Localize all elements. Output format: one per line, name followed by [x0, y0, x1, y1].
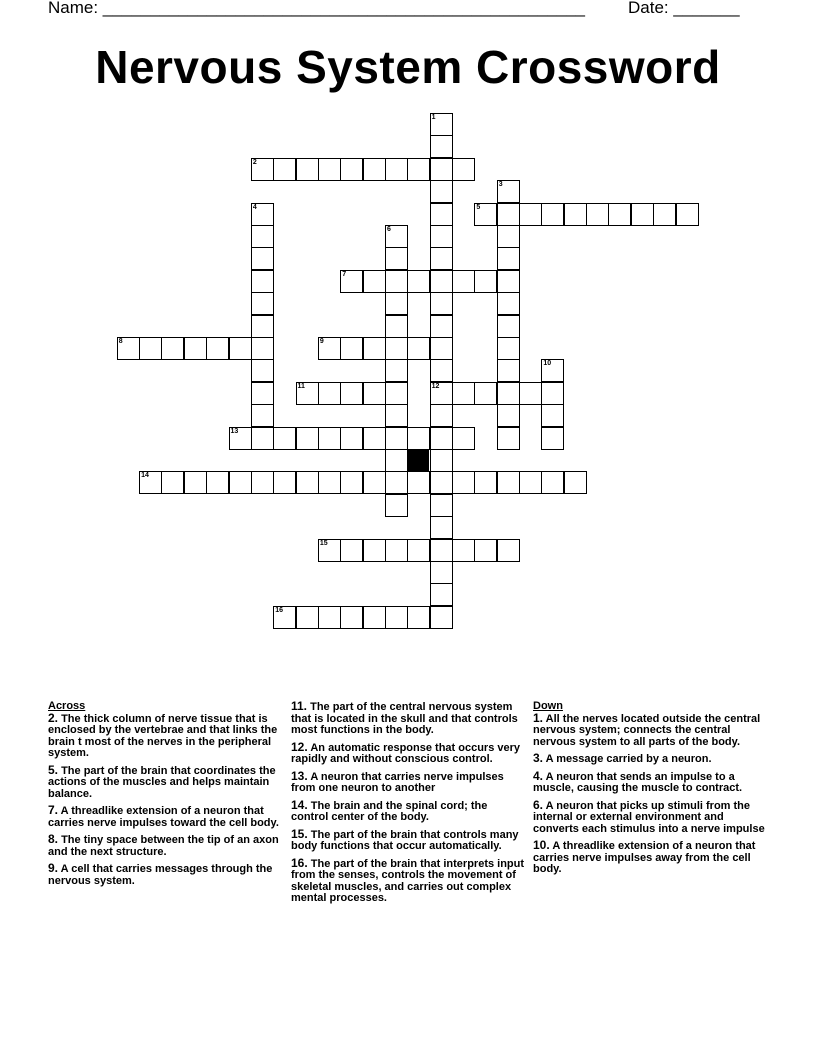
grid-cell[interactable] [318, 158, 341, 181]
grid-cell[interactable] [519, 203, 542, 226]
grid-cell[interactable] [430, 471, 453, 494]
grid-cell[interactable] [385, 270, 408, 293]
grid-cell[interactable] [430, 203, 453, 226]
clue-item [48, 863, 283, 887]
grid-cell[interactable] [564, 203, 587, 226]
grid-cell[interactable] [430, 135, 453, 158]
grid-cell[interactable] [340, 382, 363, 405]
across-clues-column-2 [291, 701, 526, 910]
clue-text: A threadlike extension of a neuron that carries nerve impulses toward the cell body. [48, 805, 279, 829]
grid-cell[interactable] [318, 606, 341, 629]
grid-cell[interactable] [340, 427, 363, 450]
grid-cell[interactable] [430, 606, 453, 629]
grid-cell[interactable] [385, 292, 408, 315]
grid-cell[interactable] [407, 539, 430, 562]
clue-item [291, 701, 526, 737]
grid-cell[interactable] [340, 337, 363, 360]
grid-cell[interactable] [608, 203, 631, 226]
grid-cell[interactable] [318, 382, 341, 405]
clue-item [48, 710, 283, 760]
clue-text: A message carried by a neuron. [545, 753, 712, 765]
grid-cell[interactable] [206, 471, 229, 494]
date-field[interactable]: Date: _______ [628, 0, 740, 17]
grid-cell[interactable] [497, 539, 520, 562]
clue-number: 14 [141, 472, 149, 480]
grid-cell[interactable] [251, 315, 274, 338]
clue-number: 11 [297, 382, 305, 390]
grid-cell[interactable] [139, 471, 162, 494]
clue-number: 13 [230, 427, 239, 435]
clue-text: The part of the brain that controls many body functions that occur automatically. [291, 828, 519, 852]
clue-number: 7 [342, 270, 347, 278]
grid-cell[interactable] [184, 471, 207, 494]
grid-cell[interactable] [273, 427, 296, 450]
clue-number: 8 [118, 338, 123, 345]
grid-cell[interactable] [206, 337, 229, 360]
grid-cell[interactable] [474, 270, 497, 293]
grid-cell[interactable] [385, 427, 408, 450]
clue-number: 9 [319, 338, 324, 345]
grid-cell[interactable] [251, 158, 274, 181]
grid-cell[interactable] [251, 427, 274, 450]
grid-cell[interactable] [184, 337, 207, 360]
grid-cell[interactable] [385, 359, 408, 382]
grid-cell[interactable] [407, 606, 430, 629]
grid-cell[interactable] [407, 158, 430, 181]
grid-cell[interactable] [430, 225, 453, 248]
clue-number: 2. [48, 710, 59, 725]
grid-cell[interactable] [251, 203, 274, 226]
grid-cell[interactable] [340, 270, 363, 293]
grid-cell[interactable] [452, 270, 475, 293]
grid-cell[interactable] [273, 606, 296, 629]
grid-cell[interactable] [251, 382, 274, 405]
grid-cell[interactable] [564, 471, 587, 494]
grid-cell[interactable] [430, 292, 453, 315]
grid-cell[interactable] [430, 449, 453, 472]
grid-cell[interactable] [318, 539, 341, 562]
clue-number: 8. [48, 832, 59, 846]
clue-number: 10 [543, 360, 552, 368]
name-field[interactable]: Name: ___________________________________________________ [48, 0, 585, 17]
clue-item [533, 753, 771, 766]
grid-cell[interactable] [452, 158, 475, 181]
grid-cell[interactable] [430, 359, 453, 382]
grid-cell[interactable] [430, 583, 453, 606]
clue-number: 13. [291, 768, 308, 783]
grid-cell[interactable] [497, 427, 520, 450]
grid-cell[interactable] [340, 539, 363, 562]
clue-item [533, 840, 771, 876]
grid-cell[interactable] [430, 270, 453, 293]
grid-cell[interactable] [385, 494, 408, 517]
grid-cell[interactable] [385, 382, 408, 405]
grid-cell[interactable] [497, 203, 520, 226]
name-date-line [48, 0, 768, 18]
clue-number: 16. [291, 855, 308, 870]
grid-cell[interactable] [497, 471, 520, 494]
grid-cell[interactable] [474, 382, 497, 405]
clue-item [291, 855, 526, 905]
clue-number: 5. [48, 762, 59, 777]
clue-item [291, 797, 526, 824]
clue-text: The tiny space between the tip of an axon and the next structure. [48, 834, 279, 858]
grid-cell[interactable] [430, 113, 453, 136]
grid-cell[interactable] [318, 337, 341, 360]
grid-cell[interactable] [497, 225, 520, 248]
grid-cell[interactable] [541, 382, 564, 405]
grid-cell[interactable] [519, 471, 542, 494]
down-heading: Down [533, 700, 563, 712]
grid-cell[interactable] [340, 158, 363, 181]
grid-cell[interactable] [631, 203, 654, 226]
grid-cell[interactable] [385, 471, 408, 494]
clue-text: A neuron that picks up stimuli from the internal or external environment and converts each stimulus into a nerve impulse [533, 799, 765, 835]
grid-cell[interactable] [452, 382, 475, 405]
clue-number: 15. [291, 826, 308, 841]
grid-cell[interactable] [273, 471, 296, 494]
grid-cell[interactable] [139, 337, 162, 360]
grid-cell[interactable] [430, 539, 453, 562]
grid-cell[interactable] [430, 180, 453, 203]
clue-item [48, 834, 283, 858]
grid-cell[interactable] [676, 203, 699, 226]
grid-cell[interactable] [430, 427, 453, 450]
clue-number: 5 [476, 203, 481, 211]
clue-number: 16 [275, 606, 283, 614]
grid-cell[interactable] [519, 382, 542, 405]
grid-cell[interactable] [251, 225, 274, 248]
grid-cell[interactable] [474, 471, 497, 494]
grid-cell[interactable] [452, 427, 475, 450]
grid-cell[interactable] [251, 359, 274, 382]
grid-cell[interactable] [430, 247, 453, 270]
grid-cell[interactable] [430, 337, 453, 360]
grid-cell[interactable] [497, 270, 520, 293]
grid-cell[interactable] [474, 203, 497, 226]
clue-number: 6. [533, 797, 544, 812]
grid-cell[interactable] [541, 203, 564, 226]
grid-cell[interactable] [296, 427, 319, 450]
grid-cell[interactable] [251, 471, 274, 494]
clue-item [291, 739, 526, 766]
down-clues-column [533, 701, 771, 881]
grid-cell[interactable] [541, 359, 564, 382]
clue-text: A neuron that carries nerve impulses from one neuron to another [291, 770, 504, 794]
grid-cell[interactable] [251, 292, 274, 315]
clue-text: A threadlike extension of a neuron that carries nerve impulses away from the cell body. [533, 840, 756, 875]
page-title: Nervous System Crossword [95, 41, 721, 93]
grid-cell[interactable] [229, 471, 252, 494]
clue-number: 7. [48, 803, 59, 817]
clue-number: 12 [431, 382, 440, 390]
grid-cell[interactable] [363, 471, 386, 494]
grid-cell[interactable] [363, 337, 386, 360]
grid-cell[interactable] [452, 471, 475, 494]
grid-cell[interactable] [541, 471, 564, 494]
grid-cell[interactable] [407, 337, 430, 360]
grid-cell[interactable] [161, 471, 184, 494]
grid-cell[interactable] [296, 382, 319, 405]
grid-cell[interactable] [251, 404, 274, 427]
grid-cell[interactable] [385, 247, 408, 270]
clue-item [533, 710, 771, 749]
grid-cell[interactable] [385, 449, 408, 472]
grid-cell[interactable] [229, 427, 252, 450]
grid-cell[interactable] [363, 382, 386, 405]
grid-cell[interactable] [497, 337, 520, 360]
grid-cell[interactable] [385, 337, 408, 360]
grid-cell[interactable] [251, 270, 274, 293]
grid-cell[interactable] [653, 203, 676, 226]
grid-cell[interactable] [318, 427, 341, 450]
clue-item [48, 805, 283, 829]
clue-number: 11. [291, 699, 308, 713]
grid-cell[interactable] [385, 225, 408, 248]
clue-text: The part of the central nervous system that is located in the skull and that controls most functions in the body. [291, 701, 518, 736]
black-square [407, 449, 429, 471]
grid-cell[interactable] [385, 606, 408, 629]
grid-cell[interactable] [385, 315, 408, 338]
grid-cell[interactable] [430, 404, 453, 427]
grid-cell[interactable] [497, 292, 520, 315]
clue-number: 6 [386, 226, 391, 233]
grid-cell[interactable] [273, 158, 296, 181]
clue-text: The part of the brain that coordinates the actions of the muscles and helps maintain balance. [48, 764, 276, 800]
grid-cell[interactable] [497, 315, 520, 338]
grid-cell[interactable] [541, 404, 564, 427]
grid-cell[interactable] [161, 337, 184, 360]
grid-cell[interactable] [296, 158, 319, 181]
grid-cell[interactable] [407, 471, 430, 494]
grid-cell[interactable] [430, 516, 453, 539]
grid-cell[interactable] [340, 471, 363, 494]
grid-cell[interactable] [430, 158, 453, 181]
clue-item [533, 768, 771, 795]
grid-cell[interactable] [251, 337, 274, 360]
clue-number: 1. [533, 710, 544, 725]
grid-cell[interactable] [340, 606, 363, 629]
grid-cell[interactable] [586, 203, 609, 226]
clue-number: 4 [252, 203, 257, 211]
grid-cell[interactable] [363, 270, 386, 293]
grid-cell[interactable] [497, 180, 520, 203]
grid-cell[interactable] [229, 337, 252, 360]
grid-cell[interactable] [251, 247, 274, 270]
clue-item [533, 797, 771, 836]
clue-text: The brain and the spinal cord; the control center of the body. [291, 799, 488, 823]
clue-text: A cell that carries messages through the nervous system. [48, 863, 273, 887]
grid-cell[interactable] [385, 404, 408, 427]
across-clues-column [48, 701, 283, 892]
grid-cell[interactable] [497, 247, 520, 270]
grid-cell[interactable] [296, 606, 319, 629]
clue-number: 1 [431, 114, 436, 121]
grid-cell[interactable] [497, 382, 520, 405]
grid-cell[interactable] [541, 427, 564, 450]
grid-cell[interactable] [497, 404, 520, 427]
grid-cell[interactable] [407, 270, 430, 293]
grid-cell[interactable] [363, 427, 386, 450]
grid-cell[interactable] [385, 539, 408, 562]
clue-number: 2 [252, 158, 257, 166]
clue-number: 9. [48, 861, 59, 875]
clue-item [291, 826, 526, 853]
grid-cell[interactable] [452, 539, 475, 562]
clue-number: 3. [533, 751, 544, 765]
grid-cell[interactable] [385, 158, 408, 181]
clue-number: 10. [533, 838, 550, 852]
grid-cell[interactable] [407, 427, 430, 450]
clue-number: 15 [319, 539, 328, 547]
across-heading: Across [48, 700, 86, 712]
clue-item [48, 762, 283, 801]
clue-text: An automatic response that occurs very rapidly and without conscious control. [291, 741, 521, 765]
grid-cell[interactable] [117, 337, 140, 360]
grid-cell[interactable] [318, 471, 341, 494]
clue-text: All the nerves located outside the central nervous system; connects the central nervous system to all parts of the body. [533, 712, 761, 748]
clue-number: 14. [291, 797, 308, 812]
clue-text: The thick column of nerve tissue that is enclosed by the vertebrae and that links the brain t most of the nerves in the peripheral system. [48, 712, 278, 759]
clue-text: A neuron that sends an impulse to a muscle, causing the muscle to contract. [533, 770, 743, 794]
clue-number: 4. [533, 768, 544, 783]
clue-item [291, 768, 526, 795]
grid-cell[interactable] [497, 359, 520, 382]
grid-cell[interactable] [474, 539, 497, 562]
clue-text: The part of the brain that interprets input from the senses, controls the movement of skeletal muscles, and carries out complex mental processes. [291, 857, 525, 904]
grid-cell[interactable] [363, 539, 386, 562]
grid-cell[interactable] [430, 315, 453, 338]
clue-number: 3 [498, 181, 503, 189]
grid-cell[interactable] [296, 471, 319, 494]
grid-cell[interactable] [363, 606, 386, 629]
grid-cell[interactable] [430, 561, 453, 584]
grid-cell[interactable] [430, 494, 453, 517]
clue-number: 12. [291, 739, 308, 754]
grid-cell[interactable] [430, 382, 453, 405]
grid-cell[interactable] [363, 158, 386, 181]
